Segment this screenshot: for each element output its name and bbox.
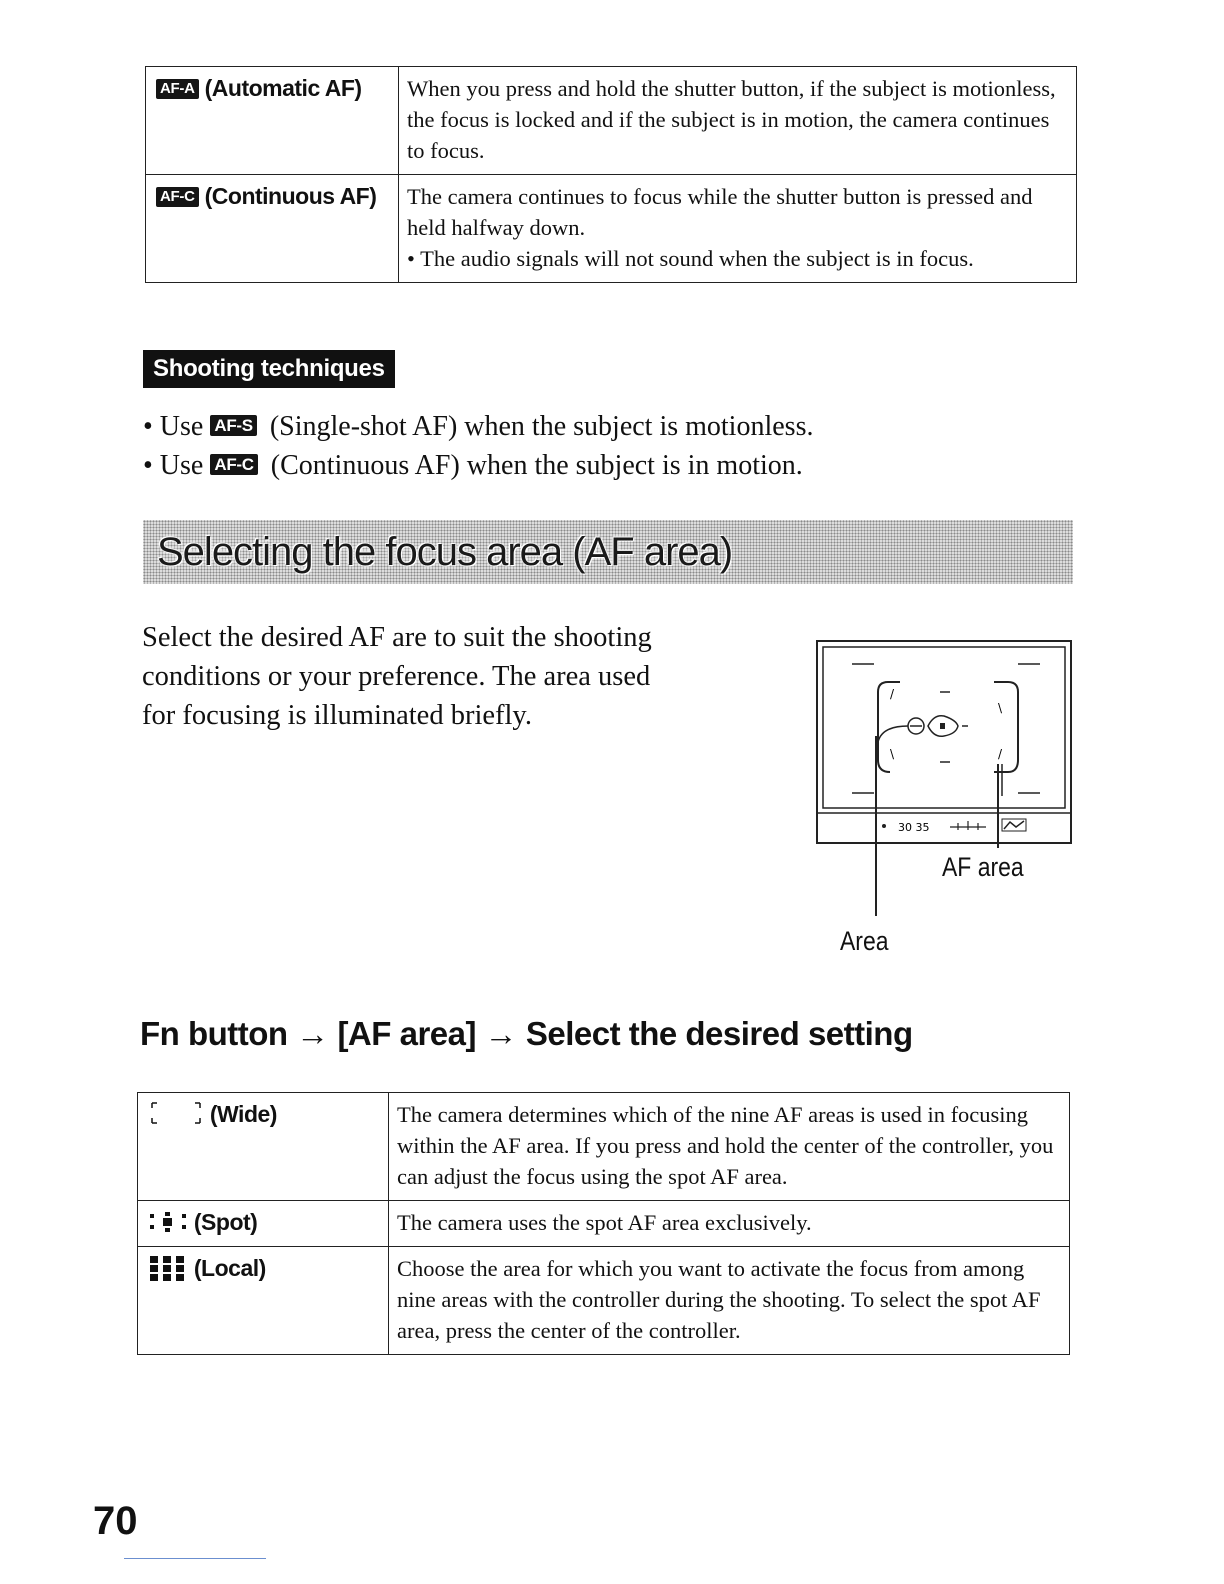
shooting-techniques-list bbox=[143, 407, 813, 485]
area-label: Area bbox=[840, 926, 889, 956]
af-s-icon: AF-S bbox=[210, 415, 256, 436]
divider bbox=[124, 1558, 266, 1559]
table-row bbox=[138, 1093, 1070, 1201]
table-row bbox=[146, 175, 1077, 283]
bullet-prefix: • Use bbox=[143, 450, 204, 481]
svg-text:/: / bbox=[998, 747, 1003, 761]
af-area-label-cell bbox=[138, 1093, 389, 1201]
arrow-right-icon: → bbox=[296, 1015, 329, 1052]
focus-mode-label: (Automatic AF) bbox=[204, 75, 362, 101]
af-area-label-cell bbox=[138, 1247, 389, 1355]
focus-mode-note: • The audio signals will not sound when the subject is in focus. bbox=[407, 246, 974, 271]
focus-mode-description: When you press and hold the shutter button, if the subject is motionless, the focus is locked and if the subject is in motion, the camera continues to focus. bbox=[399, 67, 1077, 175]
procedure-title bbox=[140, 1012, 913, 1056]
af-area-label: (Local) bbox=[193, 1255, 266, 1281]
status-readout: 30 35 bbox=[898, 821, 930, 834]
af-area-label: (Spot) bbox=[193, 1209, 258, 1235]
af-a-icon: AF-A bbox=[156, 79, 199, 99]
local-area-icon bbox=[148, 1254, 188, 1282]
svg-text:/: / bbox=[890, 687, 895, 701]
procedure-step-fn: Fn button bbox=[140, 1015, 288, 1052]
arrow-right-icon: → bbox=[484, 1015, 518, 1052]
focus-mode-label: (Continuous AF) bbox=[204, 183, 377, 209]
focus-mode-description: The camera continues to focus while the shutter button is pressed and held halfway down. bbox=[407, 184, 1033, 240]
af-area-label: AF area bbox=[942, 852, 1024, 882]
section-heading-text: Selecting the focus area (AF area) bbox=[157, 530, 733, 574]
af-c-icon: AF-C bbox=[210, 454, 257, 475]
af-area-label: (Wide) bbox=[209, 1101, 277, 1127]
svg-text:\: \ bbox=[890, 747, 895, 761]
bullet-prefix: • Use bbox=[143, 411, 204, 442]
af-area-description: The camera determines which of the nine AF areas is used in focusing within the AF area. If you press and hold the center of the controller, you can adjust the focus using the spot AF area. bbox=[389, 1093, 1070, 1201]
page-number: 70 bbox=[93, 1499, 138, 1543]
list-item-text: (Continuous AF) when the subject is in motion. bbox=[270, 450, 803, 481]
focus-mode-label-cell bbox=[146, 175, 399, 283]
shooting-techniques-badge: Shooting techniques bbox=[143, 350, 395, 388]
list-item bbox=[143, 446, 813, 485]
focus-mode-table bbox=[145, 66, 1077, 283]
procedure-step-select: Select the desired setting bbox=[525, 1015, 913, 1052]
af-area-corner bbox=[878, 682, 900, 692]
table-row bbox=[146, 67, 1077, 175]
svg-text:\: \ bbox=[998, 701, 1003, 715]
spot-area-icon bbox=[148, 1209, 188, 1235]
list-item-text: (Single-shot AF) when the subject is motionless. bbox=[269, 411, 814, 442]
section-heading bbox=[143, 520, 1073, 584]
af-c-icon: AF-C bbox=[156, 187, 199, 207]
af-area-table bbox=[137, 1092, 1070, 1355]
viewfinder-diagram bbox=[812, 636, 1078, 966]
af-area-description: Choose the area for which you want to activate the focus from among nine areas with the controller during the shooting. To select the spot AF area, press the center of the controller. bbox=[389, 1247, 1070, 1355]
table-row bbox=[138, 1201, 1070, 1247]
table-row bbox=[138, 1247, 1070, 1355]
list-item bbox=[143, 407, 813, 446]
af-area-description: The camera uses the spot AF area exclusively. bbox=[389, 1201, 1070, 1247]
focus-mode-description-cell bbox=[399, 175, 1077, 283]
af-area-label-cell bbox=[138, 1201, 389, 1247]
focus-mode-label-cell bbox=[146, 67, 399, 175]
procedure-step-af-area: [AF area] bbox=[337, 1015, 476, 1052]
wide-area-icon bbox=[148, 1099, 204, 1127]
intro-paragraph: Select the desired AF are to suit the shooting conditions or your preference. The area used for focusing is illuminated briefly. bbox=[142, 622, 652, 731]
